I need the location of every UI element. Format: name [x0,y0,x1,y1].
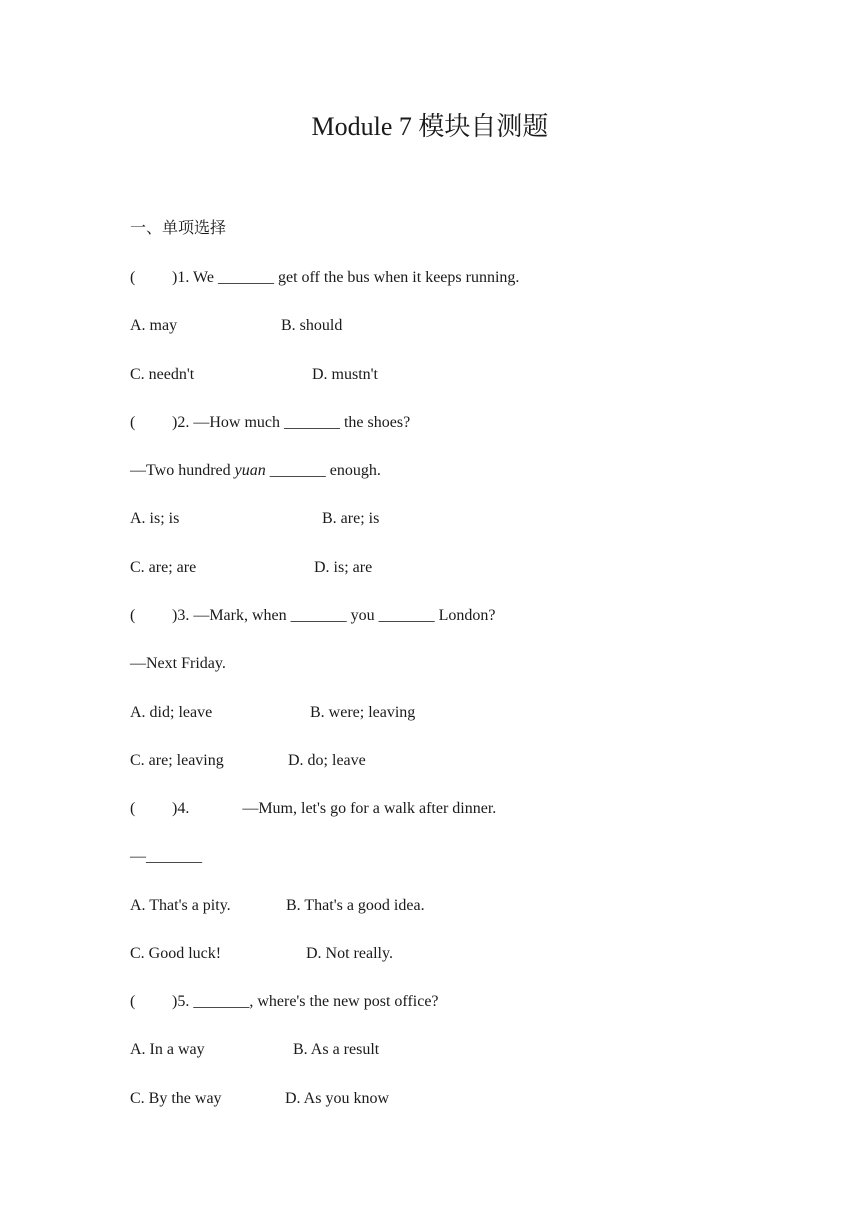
answer-paren: ( [130,607,136,624]
question-2-text: )2. —How much _______ the shoes? [172,414,411,431]
question-5-text: )5. _______, where's the new post office? [172,993,439,1010]
question-4-stem [130,799,496,819]
question-5-stem [130,992,439,1012]
question-1-option-b: B. should [281,317,343,334]
question-2-reply-italic: yuan [234,462,266,479]
question-4-reply: —_______ [130,848,202,865]
question-2-option-d: D. is; are [314,559,373,576]
question-2-option-b: B. are; is [322,510,380,527]
question-1-stem [130,268,519,288]
page-title: Module 7 模块自测题 [311,112,549,141]
question-2-stem [130,413,410,433]
question-4-number: )4. [172,800,190,817]
question-5-option-b: B. As a result [293,1041,380,1058]
question-3-stem [130,606,496,626]
question-3-reply: —Next Friday. [130,655,226,672]
question-3-option-a: A. did; leave [130,704,213,721]
question-1-option-a: A. may [130,317,178,334]
answer-paren: ( [130,414,136,431]
question-2-reply-post: _______ enough. [265,462,381,479]
question-1-text: )1. We _______ get off the bus when it keeps running. [172,269,520,286]
question-1-option-d: D. mustn't [312,366,378,383]
question-4-option-c: C. Good luck! [130,945,222,962]
question-3-option-d: D. do; leave [288,752,366,769]
question-1-option-c: C. needn't [130,366,195,383]
question-3-text: )3. —Mark, when _______ you _______ London? [172,607,496,624]
answer-paren: ( [130,993,136,1010]
question-5-option-a: A. In a way [130,1041,205,1058]
answer-paren: ( [130,269,136,286]
question-4-option-b: B. That's a good idea. [286,897,425,914]
question-4-option-d: D. Not really. [306,945,393,962]
question-2-reply [130,461,381,481]
question-2-option-c: C. are; are [130,559,197,576]
question-5-option-d: D. As you know [285,1090,390,1107]
question-2-reply-pre: —Two hundred [130,462,235,479]
question-3-option-b: B. were; leaving [310,704,416,721]
section-heading: 一、单项选择 [130,220,227,237]
answer-paren: ( [130,800,136,817]
question-4-text: —Mum, let's go for a walk after dinner. [242,800,497,817]
question-5-option-c: C. By the way [130,1090,222,1107]
question-2-option-a: A. is; is [130,510,180,527]
question-3-option-c: C. are; leaving [130,752,224,769]
question-4-option-a: A. That's a pity. [130,897,231,914]
